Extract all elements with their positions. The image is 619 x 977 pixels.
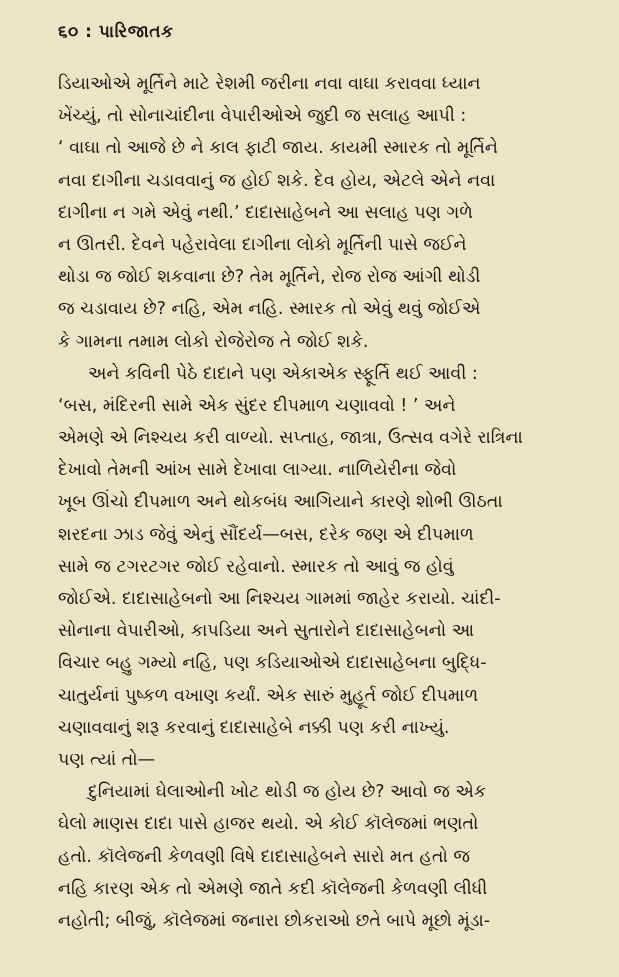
- text-line: વિચાર બહુ ગમ્યો નહિ, પણ કડિયાઓએ દાદાસાહેબના બુદ્ધિ-: [58, 653, 487, 674]
- text-line: થોડા જ જોઈ શકવાના છે? તેમ મૂર્તિને, રોજ રોજ આંગી થોડી: [58, 267, 481, 288]
- text-line: પણ ત્યાં તો—: [58, 749, 156, 770]
- text-line: ખૂબ ઊંચો દીપમાળ અને થોકબંધ આગિયાને કારણે શોભી ઊઠતા: [58, 492, 503, 513]
- text-line: સામે જ ટગરટગર જોઈ રહેવાનો. સ્મારક તો આવું જ હોવું: [58, 556, 454, 577]
- text-line: ચાતુર્યનાં પુષ્કળ વખાણ કર્યાં. એક સારું મુહૂર્ત જોઈ દીપમાળ: [58, 685, 479, 706]
- text-line: નહોતી; બીજું, કૉલેજમાં જનારા છોકરાઓ છતે બાપે મૂછો મૂંડા-: [58, 910, 491, 931]
- text-line: જોઈએ. દાદાસાહેબનો આ નિશ્ચય ગામમાં જાહેર કરાયો. ચાંદી-: [58, 589, 501, 609]
- text-line: ઘેલો માણસ દાદા પાસે હાજર થયો. એ કોઈ કૉલેજમાં ભણતો: [58, 814, 479, 835]
- text-line: દુનિયામાં ઘેલાઓની ખોટ થોડી જ હોય છે? આવો જ એક: [88, 782, 487, 803]
- text-line: કે ગામના તમામ લોકો રોજેરોજ તે જોઈ શકે.: [58, 331, 369, 352]
- text-line: નવા દાગીના ચડાવવાનું જ હોઈ શકે. દેવ હોય, એટલે એને નવા: [58, 170, 496, 191]
- text-line: ન ઊતરી. દેવને પહેરાવેલા દાગીના લોકો મૂર્તિની પાસે જઈને: [58, 234, 467, 255]
- text-line: સોનાના વેપારીઓ, કાપડિયા અને સુતારોને દાદાસાહેબનો આ: [58, 621, 474, 642]
- text-line: ચણાવવાનું શરૂ કરવાનું દાદાસાહેબે નક્કી પણ કરી નાખ્યું.: [58, 717, 450, 738]
- text-line: હતો. કૉલેજની કેળવણી વિષે દાદાસાહેબને સારો મત હતો જ: [58, 846, 470, 867]
- text-line: શરદના ઝાડ જેવું એનું સૌંદર્ય—બસ, દરેક જણ એ દીપમાળ: [58, 524, 474, 545]
- text-line: નહિ કારણ એક તો એમણે જાતે કદી કૉલેજની કેળવણી લીધી: [58, 878, 488, 899]
- text-line: ખેંચ્યું, તો સોનાચાંદીના વેપારીઓએ જુદી જ સલાહ આપી :: [58, 106, 467, 127]
- body-text: [58, 68, 596, 937]
- text-line: એમણે એ નિશ્ચય કરી વાળ્યો. સપ્તાહ, જાત્રા, ઉત્સવ વગેરે રાત્રિના: [58, 428, 523, 449]
- text-line: ‘ વાઘા તો આજે છે ને કાલ ફાટી જાય. કાયમી સ્મારક તો મૂર્તિને: [58, 138, 498, 159]
- running-head: ૬૦ : પારિજાતક: [58, 22, 174, 42]
- text-line: દાગીના ન ગમે એવું નથી.’ દાદાસાહેબને આ સલાહ પણ ગળે: [58, 202, 473, 223]
- text-line: અને કવિની પેઠે દાદાને પણ એકાએક સ્ફૂર્તિ થઈ આવી :: [88, 363, 478, 384]
- text-line: દેખાવો તેમની આંખ સામે દેખાવા લાગ્યા. નાળિયેરીના જેવો: [58, 460, 457, 481]
- text-line: જ ચડાવાય છે? નહિ, એમ નહિ. સ્મારક તો એવું થવું જોઈએ: [58, 299, 481, 320]
- text-line: ડિયાઓએ મૂર્તિને માટે રેશમી જરીના નવા વાઘા કરાવવા ધ્યાન: [58, 74, 481, 94]
- text-line: ‘બસ, મંદિરની સામે એક સુંદર દીપમાળ ચણાવવો ! ’ અને: [58, 395, 456, 416]
